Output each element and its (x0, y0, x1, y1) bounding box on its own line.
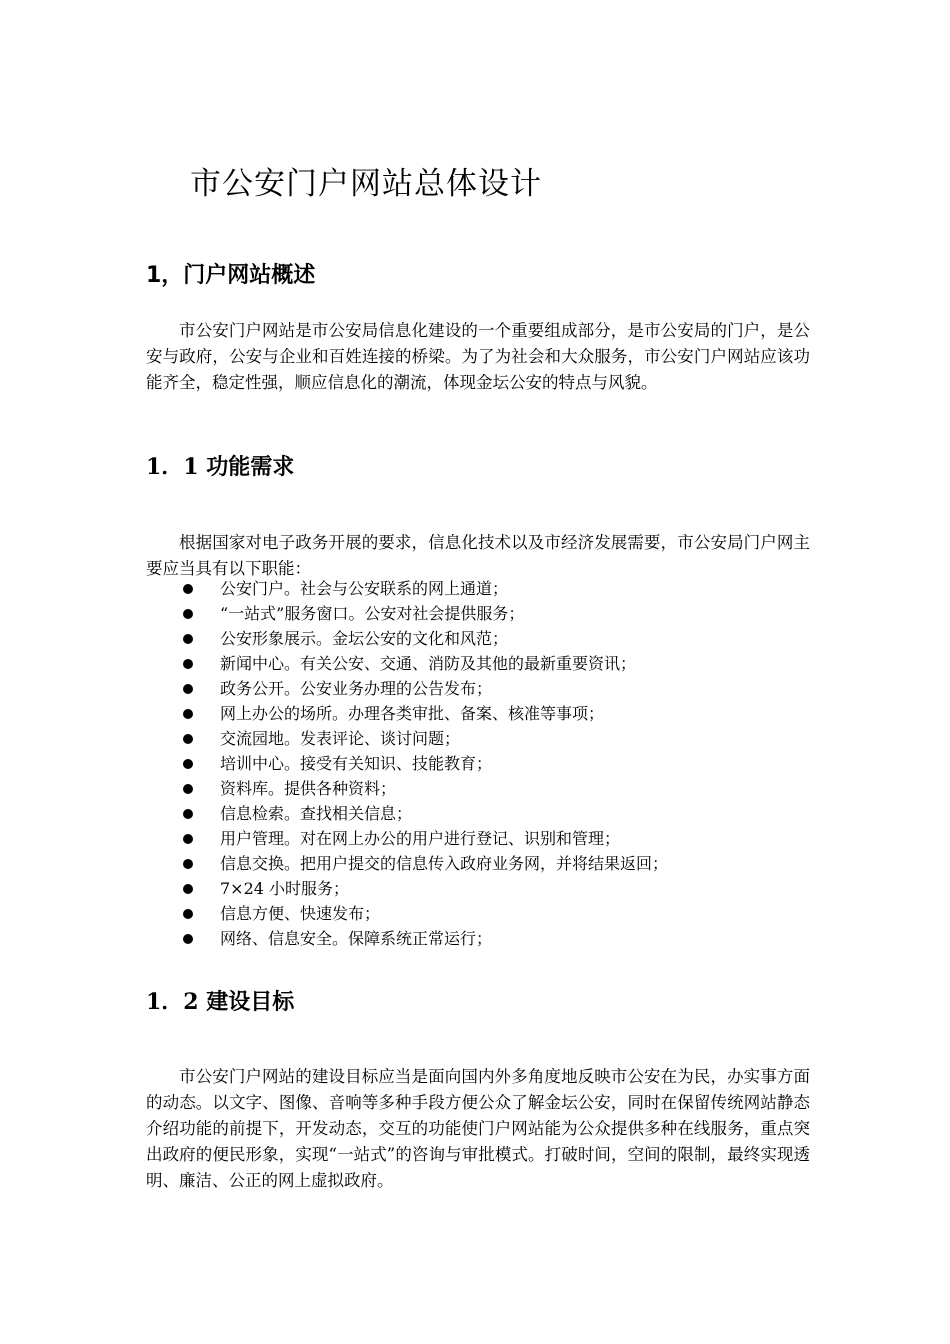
list-item: 公安门户。社会与公安联系的网上通道； (180, 576, 668, 601)
list-item: 资料库。提供各种资料； (180, 776, 668, 801)
list-item: 新闻中心。有关公安、交通、消防及其他的最新重要资讯； (180, 651, 668, 676)
list-item: 网上办公的场所。办理各类审批、备案、核准等事项； (180, 701, 668, 726)
bullet-icon (183, 884, 193, 894)
bullet-icon (183, 684, 193, 694)
bullet-icon (183, 784, 193, 794)
bullet-icon (183, 809, 193, 819)
list-item: 交流园地。发表评论、谈讨问题； (180, 726, 668, 751)
bullet-icon (183, 609, 193, 619)
bullet-icon (183, 634, 193, 644)
requirements-paragraph: 根据国家对电子政务开展的要求，信息化技术以及市经济发展需要，市公安局门户网主要应当具有以下职能： (146, 533, 810, 578)
list-item: 用户管理。对在网上办公的用户进行登记、识别和管理； (180, 826, 668, 851)
list-item: 信息交换。把用户提交的信息传入政府业务网，并将结果返回； (180, 851, 668, 876)
list-item: 7×24 小时服务； (180, 876, 668, 901)
goals-paragraph: 市公安门户网站的建设目标应当是面向国内外多角度地反映市公安在为民，办实事方面的动态。以文字、图像、音响等多种手段方便公众了解金坛公安，同时在保留传统网站静态介绍功能的前提下，开发动态，交互的功能使门户网站能为公众提供多种在线服务，重点突出政府的便民形象，实现“一站式”的咨询与审批模式。打破时间，空间的限制，最终实现透明、廉洁、公正的网上虚拟政府。 (146, 1067, 810, 1190)
list-item: “一站式”服务窗口。公安对社会提供服务； (180, 601, 668, 626)
list-item: 培训中心。接受有关知识、技能教育； (180, 751, 668, 776)
list-item: 公安形象展示。金坛公安的文化和风范； (180, 626, 668, 651)
bullet-icon (183, 934, 193, 944)
bullet-icon (183, 909, 193, 919)
bullet-icon (183, 734, 193, 744)
section-heading-goals: 1．2 建设目标 (146, 989, 295, 1015)
list-item: 信息检索。查找相关信息； (180, 801, 668, 826)
bullet-icon (183, 584, 193, 594)
section-heading-requirements: 1．1 功能需求 (146, 454, 295, 480)
page-title: 市公安门户网站总体设计 (190, 166, 542, 202)
requirements-list (180, 576, 668, 951)
bullet-icon (183, 834, 193, 844)
list-item: 信息方便、快速发布； (180, 901, 668, 926)
bullet-icon (183, 859, 193, 869)
bullet-icon (183, 709, 193, 719)
list-item: 政务公开。公安业务办理的公告发布； (180, 676, 668, 701)
bullet-icon (183, 759, 193, 769)
bullet-icon (183, 659, 193, 669)
overview-paragraph: 市公安门户网站是市公安局信息化建设的一个重要组成部分，是市公安局的门户，是公安与政府，公安与企业和百姓连接的桥梁。为了为社会和大众服务，市公安门户网站应该功能齐全，稳定性强，顺应信息化的潮流，体现金坛公安的特点与风貌。 (146, 321, 810, 392)
section-heading-overview: 1，门户网站概述 (146, 263, 316, 288)
list-item: 网络、信息安全。保障系统正常运行； (180, 926, 668, 951)
